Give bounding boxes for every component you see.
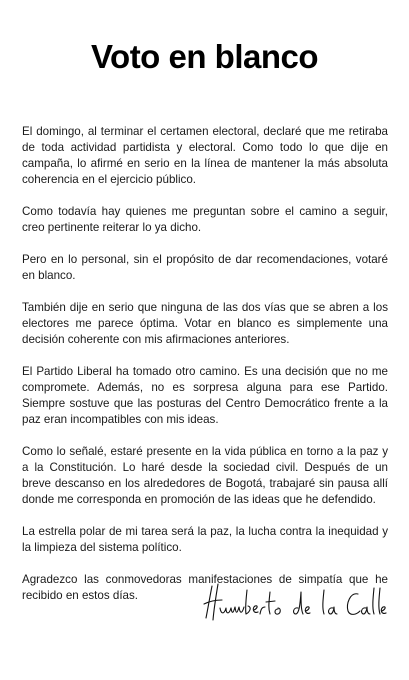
- handwritten-signature: [200, 578, 390, 628]
- paragraph-6: Como lo señalé, estaré presente en la vida pública en torno a la paz y a la Constitución. Lo haré desde la sociedad civil. Después de un breve descanso en los alrededores de Bogotá, trabajaré sin pausa allí donde me corresponda en promoción de las ideas que he defendido.: [22, 445, 388, 506]
- paragraph-8: Agradezco las conmovedoras manifestaciones de simpatía que he recibido en estos días.: [22, 573, 388, 602]
- page-title: Voto en blanco: [90, 38, 319, 75]
- letter-body: [22, 124, 388, 620]
- paragraph-3: Pero en lo personal, sin el propósito de dar recomendaciones, votaré en blanco.: [22, 253, 388, 282]
- paragraph-4: También dije en serio que ninguna de las dos vías que se abren a los electores me parece óptima. Votar en blanco es simplemente una decisión coherente con mis afirmaciones anteriores.: [22, 301, 388, 346]
- paragraph-7: La estrella polar de mi tarea será la paz, la lucha contra la inequidad y la limpieza del sistema político.: [22, 525, 388, 554]
- signature-image: [200, 578, 390, 628]
- paragraph-1: El domingo, al terminar el certamen electoral, declaré que me retiraba de toda actividad partidista y electoral. Como todo lo que dije en campaña, lo afirmé en serio en la línea de mantener la más absoluta coherencia en el ejercicio público.: [22, 125, 388, 186]
- paragraph-2: Como todavía hay quienes me preguntan sobre el camino a seguir, creo pertinente reiterar lo ya dicho.: [22, 205, 388, 234]
- paragraph-5: El Partido Liberal ha tomado otro camino. Es una decisión que no me compromete. Además, no es sorpresa alguna para ese Partido. Siempre sostuve que las posturas del Centro Democrático frente a la paz eran incompatibles con mis ideas.: [22, 365, 388, 426]
